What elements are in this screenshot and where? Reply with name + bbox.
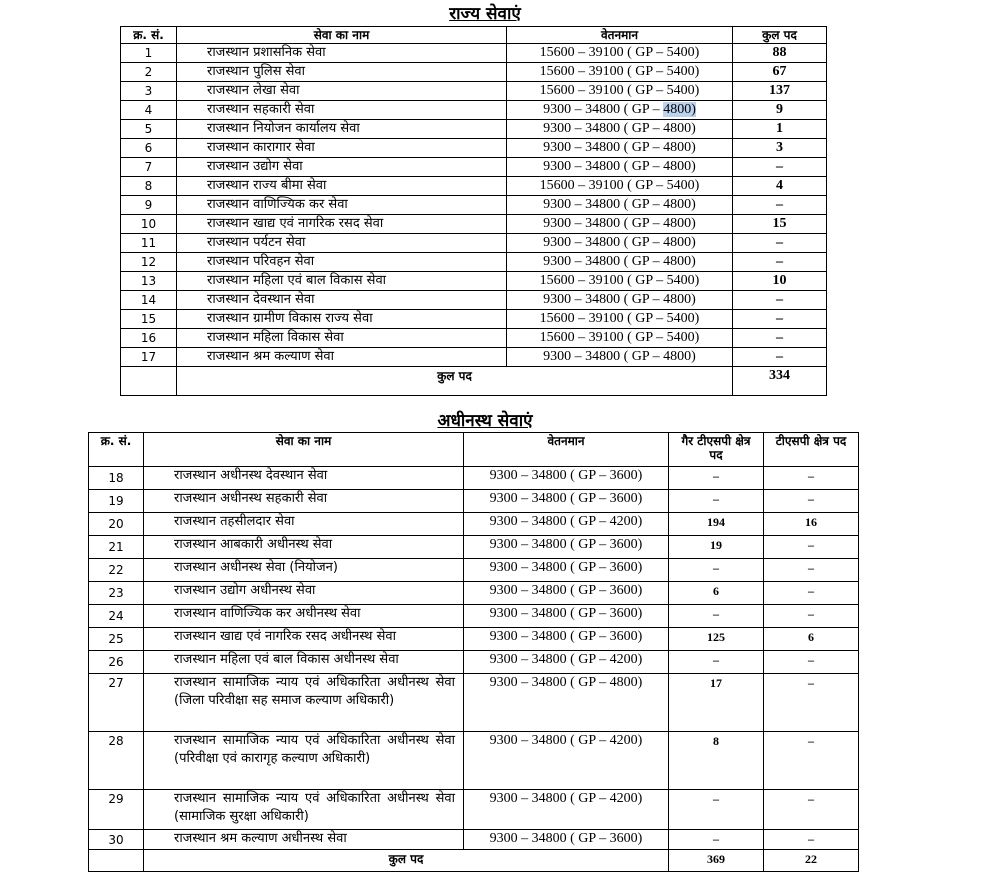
row-sno: 28 bbox=[89, 732, 144, 790]
row-tsp-posts: – bbox=[764, 490, 859, 513]
col-header-service-name: सेवा का नाम bbox=[177, 27, 507, 44]
row-total-posts: 137 bbox=[733, 82, 827, 101]
table-row bbox=[89, 732, 859, 790]
table-row bbox=[89, 830, 859, 850]
row-total-posts: – bbox=[733, 234, 827, 253]
row-pay-scale: 15600 – 39100 ( GP – 5400) bbox=[507, 177, 733, 196]
row-pay-scale: 9300 – 34800 ( GP – 4200) bbox=[464, 790, 669, 830]
row-non-tsp-posts: – bbox=[669, 790, 764, 830]
row-sno: 13 bbox=[121, 272, 177, 291]
row-sno: 15 bbox=[121, 310, 177, 329]
table-row bbox=[89, 559, 859, 582]
row-sno: 12 bbox=[121, 253, 177, 272]
row-tsp-posts: – bbox=[764, 790, 859, 830]
row-total-posts: 15 bbox=[733, 215, 827, 234]
total-label: कुल पद bbox=[144, 850, 669, 872]
table-row bbox=[89, 790, 859, 830]
table-row bbox=[89, 674, 859, 732]
table-header-row bbox=[89, 433, 859, 467]
col-header-service-name: सेवा का नाम bbox=[144, 433, 464, 467]
col-header-tsp-posts: टीएसपी क्षेत्र पद bbox=[764, 433, 859, 467]
row-sno: 27 bbox=[89, 674, 144, 732]
row-pay-scale: 15600 – 39100 ( GP – 5400) bbox=[507, 44, 733, 63]
row-sno: 23 bbox=[89, 582, 144, 605]
row-pay-scale: 9300 – 34800 ( GP – 3600) bbox=[464, 490, 669, 513]
row-pay-scale: 9300 – 34800 ( GP – 3600) bbox=[464, 467, 669, 490]
row-pay-scale: 9300 – 34800 ( GP – 4800) bbox=[507, 253, 733, 272]
row-sno: 18 bbox=[89, 467, 144, 490]
row-tsp-posts: – bbox=[764, 830, 859, 850]
state-services-table bbox=[120, 26, 827, 396]
total-row bbox=[121, 367, 827, 396]
row-service-name: राजस्थान पर्यटन सेवा bbox=[177, 234, 507, 253]
row-sno: 5 bbox=[121, 120, 177, 139]
row-non-tsp-posts: – bbox=[669, 830, 764, 850]
row-pay-scale: 9300 – 34800 ( GP – 3600) bbox=[464, 605, 669, 628]
row-tsp-posts: – bbox=[764, 674, 859, 732]
col-header-pay-scale: वेतनमान bbox=[464, 433, 669, 467]
row-service-name: राजस्थान राज्य बीमा सेवा bbox=[177, 177, 507, 196]
row-non-tsp-posts: – bbox=[669, 605, 764, 628]
row-tsp-posts: 16 bbox=[764, 513, 859, 536]
row-service-name: राजस्थान लेखा सेवा bbox=[177, 82, 507, 101]
row-pay-scale: 9300 – 34800 ( GP – 4800) bbox=[507, 158, 733, 177]
row-pay-scale: 9300 – 34800 ( GP – 3600) bbox=[464, 582, 669, 605]
row-service-name: राजस्थान अधीनस्थ सहकारी सेवा bbox=[144, 490, 464, 513]
row-non-tsp-posts: – bbox=[669, 651, 764, 674]
row-service-name: राजस्थान कारागार सेवा bbox=[177, 139, 507, 158]
row-sno: 11 bbox=[121, 234, 177, 253]
table-row bbox=[121, 215, 827, 234]
total-non-tsp-value: 369 bbox=[669, 850, 764, 872]
row-non-tsp-posts: 17 bbox=[669, 674, 764, 732]
row-sno: 7 bbox=[121, 158, 177, 177]
state-services-title: राज्य सेवाएं bbox=[449, 4, 521, 24]
row-sno: 10 bbox=[121, 215, 177, 234]
row-service-name: राजस्थान प्रशासनिक सेवा bbox=[177, 44, 507, 63]
row-total-posts: 3 bbox=[733, 139, 827, 158]
row-total-posts: 1 bbox=[733, 120, 827, 139]
col-header-non-tsp-posts: गैर टीएसपी क्षेत्र पद bbox=[669, 433, 764, 467]
row-service-name: राजस्थान सामाजिक न्याय एवं अधिकारिता अधीनस्थ सेवा (जिला परिवीक्षा सह समाज कल्याण अधिकारी) bbox=[144, 674, 464, 732]
table-row bbox=[121, 63, 827, 82]
row-service-name: राजस्थान ग्रामीण विकास राज्य सेवा bbox=[177, 310, 507, 329]
row-sno: 20 bbox=[89, 513, 144, 536]
table-row bbox=[121, 158, 827, 177]
table-row bbox=[89, 513, 859, 536]
row-service-name: राजस्थान वाणिज्यिक कर सेवा bbox=[177, 196, 507, 215]
row-pay-scale: 9300 – 34800 ( GP – 4800) bbox=[507, 234, 733, 253]
selected-text-highlight[interactable]: 4800) bbox=[663, 102, 696, 117]
row-pay-scale: 9300 – 34800 ( GP – 3600) bbox=[464, 628, 669, 651]
row-pay-scale: 15600 – 39100 ( GP – 5400) bbox=[507, 329, 733, 348]
total-label: कुल पद bbox=[177, 367, 733, 396]
col-header-sno: क्र. सं. bbox=[89, 433, 144, 467]
row-sno: 21 bbox=[89, 536, 144, 559]
row-service-name: राजस्थान उद्योग सेवा bbox=[177, 158, 507, 177]
row-pay-scale: 9300 – 34800 ( GP – 4800) bbox=[464, 674, 669, 732]
row-sno: 3 bbox=[121, 82, 177, 101]
row-service-name: राजस्थान श्रम कल्याण सेवा bbox=[177, 348, 507, 367]
row-sno: 8 bbox=[121, 177, 177, 196]
row-service-name: राजस्थान अधीनस्थ सेवा (नियोजन) bbox=[144, 559, 464, 582]
table-row bbox=[121, 272, 827, 291]
row-total-posts: 4 bbox=[733, 177, 827, 196]
row-sno: 22 bbox=[89, 559, 144, 582]
row-total-posts: – bbox=[733, 253, 827, 272]
row-sno: 19 bbox=[89, 490, 144, 513]
row-non-tsp-posts: 19 bbox=[669, 536, 764, 559]
table-row bbox=[89, 536, 859, 559]
subordinate-services-table bbox=[88, 432, 859, 872]
table-row bbox=[121, 329, 827, 348]
row-sno: 4 bbox=[121, 101, 177, 120]
row-tsp-posts: 6 bbox=[764, 628, 859, 651]
table-row bbox=[121, 253, 827, 272]
row-non-tsp-posts: – bbox=[669, 490, 764, 513]
pay-scale-text: 9300 – 34800 ( GP – bbox=[543, 102, 664, 117]
total-tsp-value: 22 bbox=[764, 850, 859, 872]
row-service-name: राजस्थान वाणिज्यिक कर अधीनस्थ सेवा bbox=[144, 605, 464, 628]
row-sno: 17 bbox=[121, 348, 177, 367]
row-non-tsp-posts: – bbox=[669, 559, 764, 582]
row-pay-scale: 9300 – 34800 ( GP – 3600) bbox=[464, 559, 669, 582]
row-total-posts: – bbox=[733, 310, 827, 329]
table-row bbox=[89, 605, 859, 628]
row-sno: 30 bbox=[89, 830, 144, 850]
row-total-posts: – bbox=[733, 158, 827, 177]
row-pay-scale: 15600 – 39100 ( GP – 5400) bbox=[507, 63, 733, 82]
row-service-name: राजस्थान महिला एवं बाल विकास सेवा bbox=[177, 272, 507, 291]
table-row bbox=[121, 177, 827, 196]
row-service-name: राजस्थान अधीनस्थ देवस्थान सेवा bbox=[144, 467, 464, 490]
row-total-posts: 10 bbox=[733, 272, 827, 291]
table-row bbox=[89, 628, 859, 651]
col-header-sno: क्र. सं. bbox=[121, 27, 177, 44]
row-tsp-posts: – bbox=[764, 559, 859, 582]
row-tsp-posts: – bbox=[764, 467, 859, 490]
row-sno: 1 bbox=[121, 44, 177, 63]
total-row bbox=[89, 850, 859, 872]
row-service-name: राजस्थान नियोजन कार्यालय सेवा bbox=[177, 120, 507, 139]
row-total-posts: 88 bbox=[733, 44, 827, 63]
row-total-posts: 67 bbox=[733, 63, 827, 82]
row-service-name: राजस्थान तहसीलदार सेवा bbox=[144, 513, 464, 536]
table-row bbox=[121, 82, 827, 101]
row-pay-scale: 9300 – 34800 ( GP – 4200) bbox=[464, 651, 669, 674]
row-sno: 2 bbox=[121, 63, 177, 82]
row-total-posts: – bbox=[733, 291, 827, 310]
row-tsp-posts: – bbox=[764, 536, 859, 559]
row-pay-scale: 9300 – 34800 ( GP – 4800) bbox=[507, 196, 733, 215]
row-sno: 25 bbox=[89, 628, 144, 651]
row-tsp-posts: – bbox=[764, 651, 859, 674]
total-row-empty-cell bbox=[121, 367, 177, 396]
row-pay-scale: 9300 – 34800 ( GP – 4200) bbox=[464, 513, 669, 536]
row-service-name: राजस्थान महिला एवं बाल विकास अधीनस्थ सेवा bbox=[144, 651, 464, 674]
row-sno: 6 bbox=[121, 139, 177, 158]
table-row bbox=[121, 120, 827, 139]
row-pay-scale: 9300 – 34800 ( GP – 3600) bbox=[464, 536, 669, 559]
row-non-tsp-posts: 194 bbox=[669, 513, 764, 536]
row-pay-scale: 9300 – 34800 ( GP – 4800) bbox=[507, 291, 733, 310]
row-sno: 29 bbox=[89, 790, 144, 830]
row-service-name: राजस्थान खाद्य एवं नागरिक रसद अधीनस्थ सेवा bbox=[144, 628, 464, 651]
row-service-name: राजस्थान खाद्य एवं नागरिक रसद सेवा bbox=[177, 215, 507, 234]
total-row-empty-cell bbox=[89, 850, 144, 872]
row-pay-scale: 9300 – 34800 ( GP – 4800) bbox=[507, 139, 733, 158]
row-sno: 24 bbox=[89, 605, 144, 628]
row-sno: 9 bbox=[121, 196, 177, 215]
table-row bbox=[121, 291, 827, 310]
row-service-name: राजस्थान महिला विकास सेवा bbox=[177, 329, 507, 348]
row-service-name: राजस्थान परिवहन सेवा bbox=[177, 253, 507, 272]
row-service-name: राजस्थान सहकारी सेवा bbox=[177, 101, 507, 120]
row-pay-scale: 9300 – 34800 ( GP – 3600) bbox=[464, 830, 669, 850]
row-pay-scale: 15600 – 39100 ( GP – 5400) bbox=[507, 310, 733, 329]
row-tsp-posts: – bbox=[764, 582, 859, 605]
row-non-tsp-posts: 8 bbox=[669, 732, 764, 790]
table-row bbox=[121, 101, 827, 120]
row-total-posts: – bbox=[733, 329, 827, 348]
row-service-name: राजस्थान उद्योग अधीनस्थ सेवा bbox=[144, 582, 464, 605]
row-pay-scale: 9300 – 34800 ( GP – 4200) bbox=[464, 732, 669, 790]
row-pay-scale: 15600 – 39100 ( GP – 5400) bbox=[507, 272, 733, 291]
table-row bbox=[121, 196, 827, 215]
row-sno: 16 bbox=[121, 329, 177, 348]
row-service-name: राजस्थान पुलिस सेवा bbox=[177, 63, 507, 82]
row-pay-scale: 9300 – 34800 ( GP – 4800) bbox=[507, 215, 733, 234]
row-total-posts: 9 bbox=[733, 101, 827, 120]
table-row bbox=[121, 139, 827, 158]
subordinate-services-title: अधीनस्थ सेवाएं bbox=[437, 411, 533, 431]
row-non-tsp-posts: 125 bbox=[669, 628, 764, 651]
row-non-tsp-posts: – bbox=[669, 467, 764, 490]
row-total-posts: – bbox=[733, 348, 827, 367]
row-service-name: राजस्थान श्रम कल्याण अधीनस्थ सेवा bbox=[144, 830, 464, 850]
row-tsp-posts: – bbox=[764, 605, 859, 628]
table-row bbox=[89, 582, 859, 605]
row-pay-scale: 9300 – 34800 ( GP – 4800) bbox=[507, 120, 733, 139]
total-posts-value: 334 bbox=[733, 367, 827, 396]
table-row bbox=[121, 348, 827, 367]
row-sno: 14 bbox=[121, 291, 177, 310]
row-service-name: राजस्थान सामाजिक न्याय एवं अधिकारिता अधीनस्थ सेवा (सामाजिक सुरक्षा अधिकारी) bbox=[144, 790, 464, 830]
row-service-name: राजस्थान आबकारी अधीनस्थ सेवा bbox=[144, 536, 464, 559]
table-row bbox=[121, 234, 827, 253]
row-tsp-posts: – bbox=[764, 732, 859, 790]
col-header-pay-scale: वेतनमान bbox=[507, 27, 733, 44]
row-pay-scale[interactable] bbox=[507, 101, 733, 120]
table-row bbox=[89, 490, 859, 513]
row-service-name: राजस्थान सामाजिक न्याय एवं अधिकारिता अधीनस्थ सेवा (परिवीक्षा एवं कारागृह कल्याण अधिकारी) bbox=[144, 732, 464, 790]
row-service-name: राजस्थान देवस्थान सेवा bbox=[177, 291, 507, 310]
row-sno: 26 bbox=[89, 651, 144, 674]
table-row bbox=[89, 467, 859, 490]
row-total-posts: – bbox=[733, 196, 827, 215]
row-pay-scale: 15600 – 39100 ( GP – 5400) bbox=[507, 82, 733, 101]
col-header-total-posts: कुल पद bbox=[733, 27, 827, 44]
table-row bbox=[121, 44, 827, 63]
row-non-tsp-posts: 6 bbox=[669, 582, 764, 605]
table-header-row bbox=[121, 27, 827, 44]
row-pay-scale: 9300 – 34800 ( GP – 4800) bbox=[507, 348, 733, 367]
table-row bbox=[121, 310, 827, 329]
table-row bbox=[89, 651, 859, 674]
